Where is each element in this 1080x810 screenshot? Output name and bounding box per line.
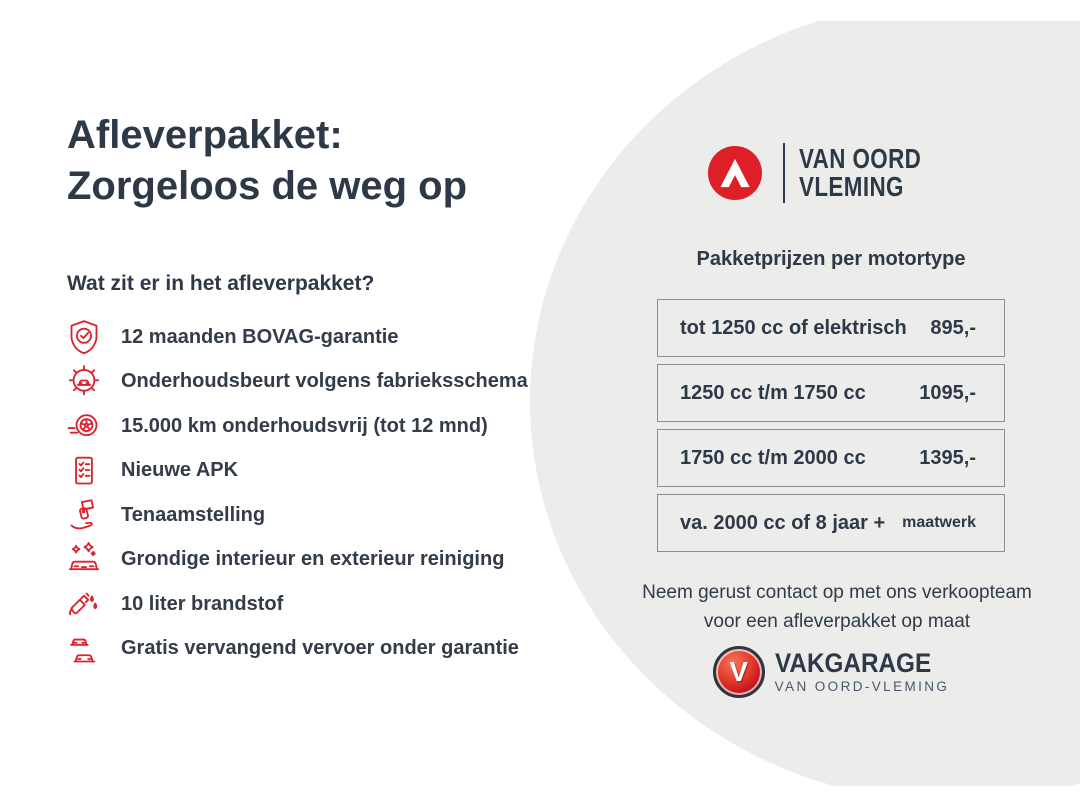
feature-row — [60, 406, 528, 446]
brand-name-line1: VAN OORD — [799, 143, 922, 174]
brand-logo — [708, 143, 952, 203]
price-list — [657, 299, 1005, 559]
feature-row — [60, 584, 528, 624]
page-title — [67, 110, 467, 212]
price-label: tot 1250 cc of elektrisch — [680, 316, 907, 339]
feature-list — [60, 317, 528, 673]
price-box — [657, 494, 1005, 552]
feature-row — [60, 540, 528, 580]
feature-label: Gratis vervangend vervoer onder garantie — [121, 637, 519, 659]
price-label: 1750 cc t/m 2000 cc — [680, 446, 866, 469]
vakgarage-v-letter: V — [729, 656, 748, 687]
wheel-icon — [60, 406, 108, 446]
price-value: 1095,- — [919, 381, 976, 404]
feature-row — [60, 451, 528, 491]
price-value: 1395,- — [919, 446, 976, 469]
feature-label: Onderhoudsbeurt volgens fabrieksschema — [121, 370, 528, 392]
page-subtitle: Wat zit er in het afleverpakket? — [67, 272, 375, 295]
two-cars-icon — [60, 629, 108, 669]
gear-car-icon — [60, 362, 108, 402]
feature-label: 15.000 km onderhoudsvrij (tot 12 mnd) — [121, 414, 488, 437]
price-box — [657, 429, 1005, 487]
price-value: 895,- — [930, 316, 976, 339]
price-box — [657, 299, 1005, 357]
feature-row — [60, 495, 528, 535]
vakgarage-text — [775, 650, 950, 694]
brand-divider — [783, 143, 785, 203]
price-label: 1250 cc t/m 1750 cc — [680, 381, 866, 404]
brand-name — [799, 145, 952, 201]
brand-name-line2: VLEMING — [799, 171, 904, 202]
prices-heading: Pakketprijzen per motortype — [696, 248, 966, 270]
vakgarage-subname: VAN OORD-VLEMING — [774, 679, 950, 694]
feature-label: 10 liter brandstof — [121, 592, 284, 615]
price-box — [657, 364, 1005, 422]
fuel-icon — [60, 584, 108, 624]
price-label: va. 2000 cc of 8 jaar + — [680, 511, 886, 534]
car-sparkle-icon — [60, 540, 108, 580]
vakgarage-v-badge-icon — [713, 646, 765, 698]
contact-line1: Neem gerust contact op met ons verkoopteam — [642, 582, 1032, 603]
checklist-icon — [60, 451, 108, 491]
vakgarage-logo — [657, 646, 1005, 698]
page-title-line2: Zorgeloos de weg op — [67, 164, 468, 208]
vakgarage-name — [775, 650, 950, 677]
feature-label: Nieuwe APK — [121, 459, 239, 481]
key-hand-icon — [60, 495, 108, 535]
shield-check-icon — [60, 317, 108, 357]
vakgarage-name-text: VAKGARAGE — [774, 648, 931, 678]
feature-label: Grondige interieur en exterieur reiniging — [121, 548, 505, 570]
feature-row — [60, 317, 528, 357]
contact-line2: voor een afleverpakket op maat — [703, 611, 971, 632]
feature-row — [60, 362, 528, 402]
page-title-line1: Afleverpakket: — [67, 113, 343, 157]
brand-a-badge-icon — [708, 146, 762, 200]
feature-label: Tenaamstelling — [121, 503, 266, 526]
feature-label: 12 maanden BOVAG-garantie — [121, 325, 399, 348]
feature-row — [60, 629, 528, 669]
price-value: maatwerk — [902, 514, 976, 531]
contact-text — [612, 578, 1062, 636]
